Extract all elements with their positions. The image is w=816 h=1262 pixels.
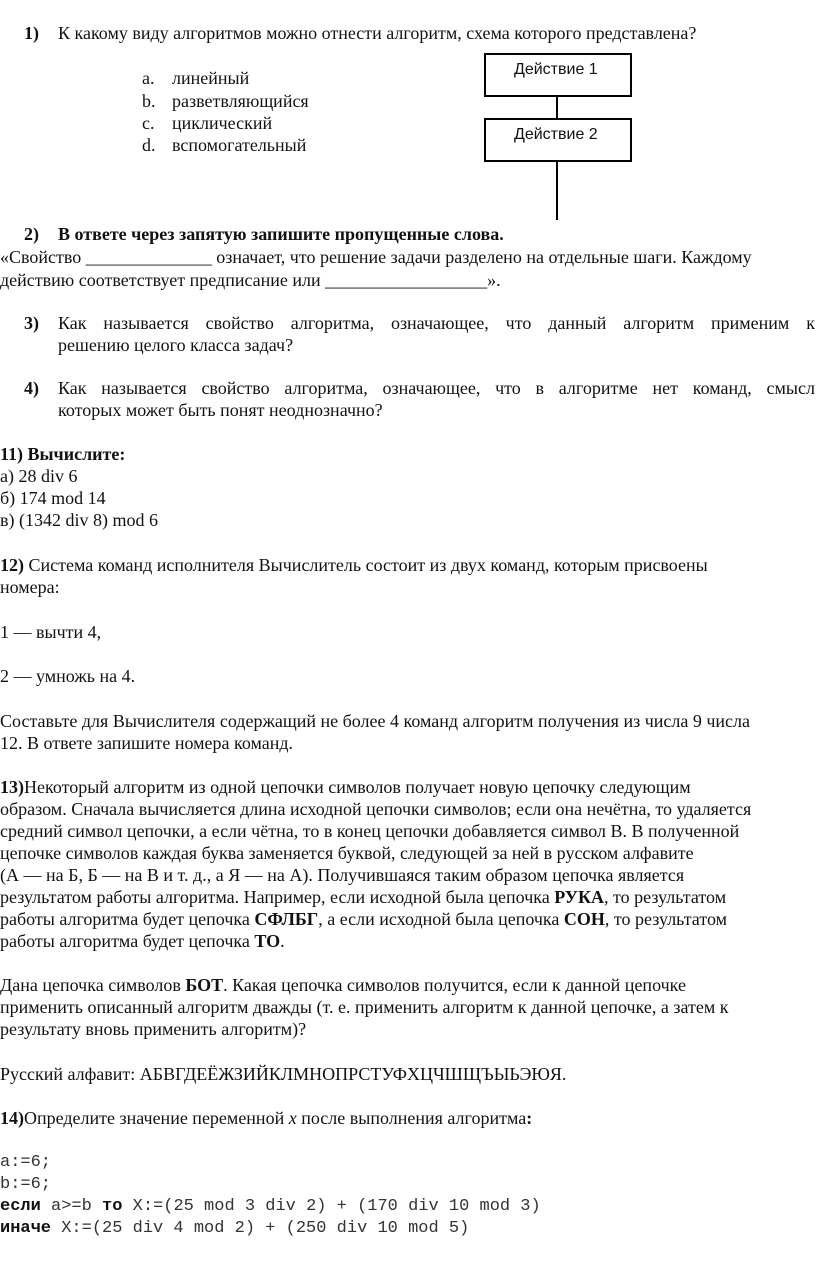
q12-command: 1 — вычти 4, <box>0 622 102 642</box>
q13-alphabet: Русский алфавит: АБВГДЕЁЖЗИЙКЛМНОПРСТУФХЦЧШЩЪЫЬЭЮЯ. <box>0 1064 567 1084</box>
q4-word: алгоритма, <box>284 378 368 398</box>
q13-text-line <box>0 974 686 996</box>
q13-text-line: образом. Сначала вычисляется длина исходной цепочки символов; если она нечётна, то удаляется <box>0 799 752 819</box>
q13-text-line: цепочке символов каждая буква заменяется буквой, следующей за ней в русском алфавите <box>0 843 694 863</box>
q13-text: . Какая цепочка символов получится, если к данной цепочке <box>223 975 686 995</box>
q14-number: 14) <box>0 1108 24 1128</box>
q3-word: алгоритма, <box>290 313 375 333</box>
q2-title: В ответе через запятую запишите пропущенные слова. <box>58 224 504 244</box>
q14-text: : <box>526 1108 533 1128</box>
q12-task-line: 12. В ответе запишите номера команд. <box>0 733 294 753</box>
q11-item: б) 174 mod 14 <box>0 488 106 508</box>
flowchart-box-action-1 <box>484 53 632 97</box>
q13-text: , то результатом <box>604 909 727 929</box>
q1-question: К какому виду алгоритмов можно отнести алгоритм, схема которого представлена? <box>58 23 697 43</box>
q13-text: работы алгоритма будет цепочка <box>0 909 255 929</box>
code-line: b:=6; <box>0 1175 52 1194</box>
q13-text-line: применить описанный алгоритм дважды (т. е. применить алгоритм к данной цепочке, а затем к <box>0 997 729 1017</box>
q13-text-line <box>0 886 726 908</box>
q13-text-line: результату вновь применить алгоритм)? <box>0 1019 307 1039</box>
q13-text: , то результатом <box>604 887 727 907</box>
q3-word: алгоритм <box>623 313 695 333</box>
q12-number: 12) <box>0 555 24 575</box>
flowchart-connector <box>556 97 558 119</box>
q12-text: Система команд исполнителя Вычислитель состоит из двух команд, которым присвоены <box>24 555 708 575</box>
q4-word: Как <box>58 378 87 398</box>
q14-text-line <box>0 1107 532 1129</box>
q3-question-line: решению целого класса задач? <box>58 335 294 355</box>
q13-example-word: ТО <box>254 931 281 951</box>
q13-text: результатом работы алгоритма. Например, если исходной была цепочка <box>0 887 555 907</box>
q1-option-letter: c. <box>142 113 155 133</box>
q13-text: Некоторый алгоритм из одной цепочки символов получает новую цепочку следующим <box>24 777 691 797</box>
q12-task-line: Составьте для Вычислителя содержащий не более 4 команд алгоритм получения из числа 9 числа <box>0 711 750 731</box>
q14-text: после выполнения алгоритма <box>296 1108 527 1128</box>
q3-word: называется <box>103 313 189 333</box>
q13-example-word: РУКА <box>554 887 605 907</box>
q3-word: означающее, <box>390 313 489 333</box>
q4-word: алгоритме <box>558 378 638 398</box>
q3-number: 3) <box>24 313 39 333</box>
q4-word: смысл <box>766 378 815 398</box>
q13-text-line <box>0 930 285 952</box>
code-line: a:=6; <box>0 1153 52 1172</box>
code-keyword: если <box>0 1197 41 1216</box>
q4-word: команд, <box>692 378 752 398</box>
q14-text: Определите значение переменной <box>24 1108 289 1128</box>
q12-text-line: номера: <box>0 577 60 597</box>
q3-word: что <box>505 313 532 333</box>
q2-text-line: действию соответствует предписание или __________________». <box>0 270 501 290</box>
q13-example-word: СОН <box>563 909 605 929</box>
q4-word: свойство <box>201 378 270 398</box>
q4-number: 4) <box>24 378 39 398</box>
q4-word: означающее, <box>382 378 481 398</box>
q3-word: данный <box>548 313 607 333</box>
q4-word: называется <box>101 378 187 398</box>
q1-number: 1) <box>24 23 39 43</box>
code-text: X:=(25 mod 3 div 2) + (170 div 10 mod 3) <box>122 1197 541 1216</box>
q11-item: а) 28 div 6 <box>0 466 78 486</box>
q12-text-line <box>0 554 708 576</box>
q13-text-line: средний символ цепочки, а если чётна, то в конец цепочки добавляется символ В. В полученной <box>0 821 740 841</box>
q11-item: в) (1342 div 8) mod 6 <box>0 510 158 530</box>
q4-word: в <box>535 378 545 398</box>
q3-word: применим <box>711 313 790 333</box>
q14-variable: x <box>288 1108 297 1128</box>
flowchart-box-label: Действие 1 <box>514 61 598 78</box>
q4-question-line <box>58 378 815 399</box>
q1-option-text: вспомогательный <box>172 135 307 155</box>
code-keyword: иначе <box>0 1219 52 1238</box>
code-line <box>0 1196 541 1218</box>
q3-word: свойство <box>205 313 274 333</box>
q13-example-word: БОТ <box>185 975 224 995</box>
flowchart-box-action-2 <box>484 118 632 162</box>
q2-text-line: «Свойство ______________ означает, что решение задачи разделено на отдельные шаги. Каждому <box>0 247 752 267</box>
q3-word: Как <box>58 313 87 333</box>
q3-question-line <box>58 313 815 334</box>
q13-text: Дана цепочка символов <box>0 975 186 995</box>
q13-text-line <box>0 908 727 930</box>
q1-option-letter: d. <box>142 135 156 155</box>
q1-option-letter: a. <box>142 68 155 88</box>
q13-text: , а если исходной была цепочка <box>318 909 564 929</box>
code-text: X:=(25 div 4 mod 2) + (250 div 10 mod 5) <box>51 1219 470 1238</box>
q3-word: к <box>806 313 815 333</box>
q13-example-word: СФЛБГ <box>254 909 319 929</box>
q4-word: что <box>495 378 521 398</box>
q13-text-line: (А — на Б, Б — на В и т. д., а Я — на А). Получившаяся таким образом цепочка является <box>0 865 685 885</box>
q12-command: 2 — умножь на 4. <box>0 666 136 686</box>
q4-word: нет <box>652 378 678 398</box>
q13-text-line <box>0 776 691 798</box>
flowchart-box-label: Действие 2 <box>514 126 598 143</box>
code-line <box>0 1218 469 1240</box>
q13-text: . <box>280 931 285 951</box>
flowchart-exit-line <box>556 162 558 220</box>
q13-text: работы алгоритма будет цепочка <box>0 931 255 951</box>
q2-number: 2) <box>24 224 39 244</box>
q1-option-letter: b. <box>142 91 156 111</box>
q1-option-text: разветвляющийся <box>172 91 309 111</box>
q4-question-line: которых может быть понят неоднозначно? <box>58 400 383 420</box>
q1-option-text: линейный <box>172 68 250 88</box>
code-keyword: то <box>102 1197 123 1216</box>
q13-number: 13) <box>0 777 24 797</box>
q11-title: 11) Вычислите: <box>0 444 126 464</box>
q1-option-text: циклический <box>172 113 273 133</box>
code-text: a>=b <box>40 1197 103 1216</box>
